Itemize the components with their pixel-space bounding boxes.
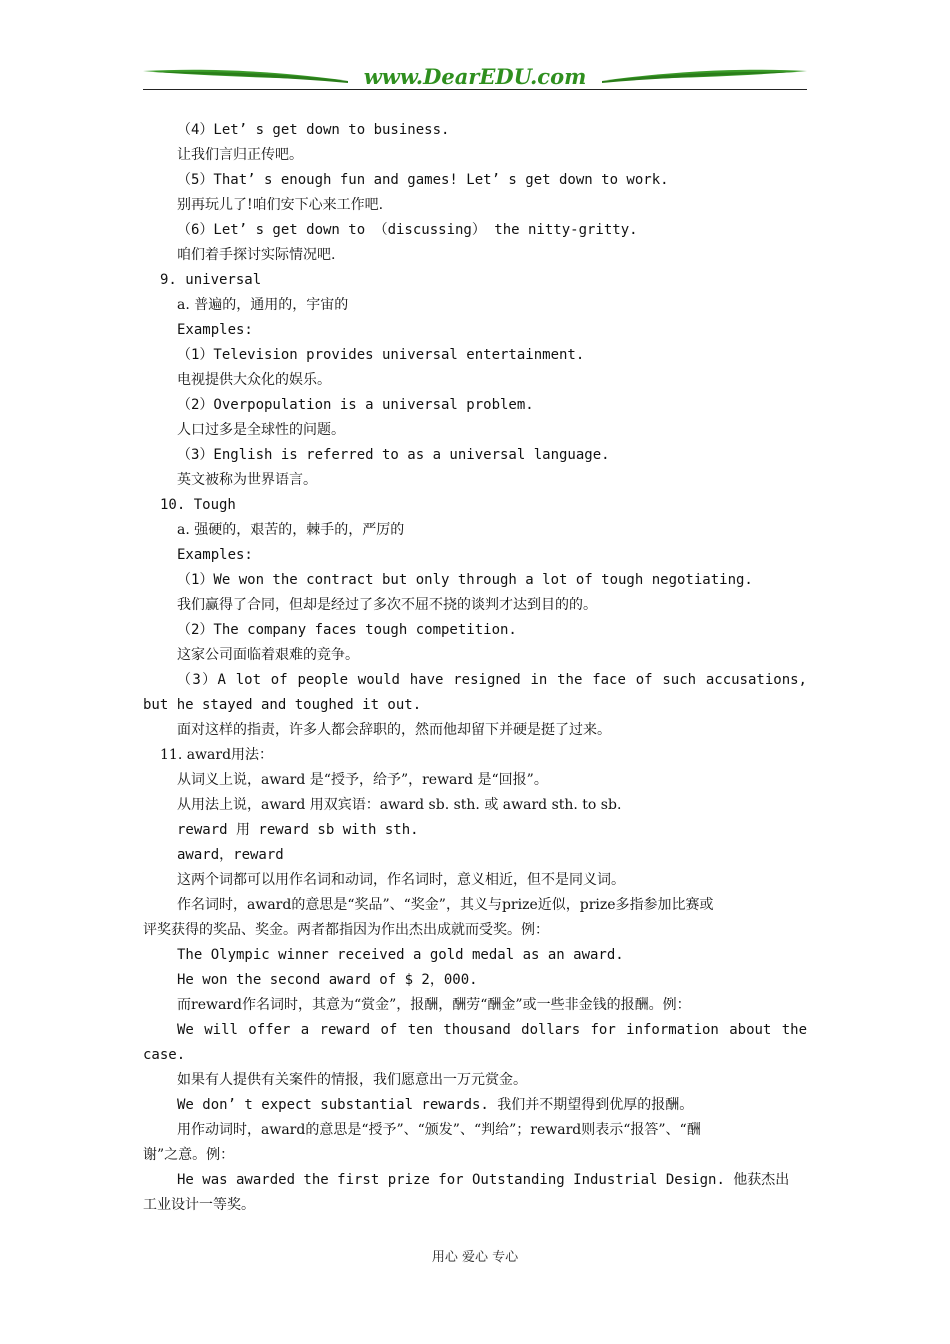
- translation-line: 英文被称为世界语言。: [177, 472, 317, 488]
- section-heading: 11. award用法：: [160, 747, 274, 763]
- section-heading: 10. Tough: [160, 497, 236, 513]
- section-heading: 9. universal: [160, 272, 262, 288]
- translation-line: 如果有人提供有关案件的情报，我们愿意出一万元赏金。: [177, 1072, 527, 1088]
- usage-note-continued: 谢”之意。例：: [143, 1147, 235, 1163]
- usage-note: 用作动词时，award的意思是“授予”、“颁发”、“判给”；reward则表示“报答”、“酬: [177, 1122, 701, 1138]
- translation-line: 面对这样的指责，许多人都会辞职的，然而他却留下并硬是挺了过来。: [177, 722, 611, 738]
- example-line: （2）The company faces tough competition.: [177, 622, 517, 638]
- translation-line: 这家公司面临着艰难的竞争。: [177, 647, 359, 663]
- example-line-continued: but he stayed and toughed it out.: [143, 697, 422, 713]
- page-footer: 用心 爱心 专心: [431, 1250, 519, 1265]
- example-line-continued: case.: [143, 1047, 186, 1063]
- examples-label: Examples:: [177, 547, 253, 563]
- example-line: （1）We won the contract but only through a lot of tough negotiating.: [177, 572, 753, 588]
- usage-note: 而reward作名词时，其意为“赏金”，报酬，酬劳“酬金”或一些非金钱的报酬。例：: [177, 997, 691, 1013]
- example-line: We don’ t expect substantial rewards. 我们并不期望得到优厚的报酬。: [177, 1097, 694, 1113]
- definition-line: a. 普遍的，通用的，宇宙的: [177, 297, 349, 313]
- example-line: （5）That’ s enough fun and games! Let’ s get down to work.: [177, 172, 669, 188]
- document-body: [143, 118, 807, 1218]
- example-line: The Olympic winner received a gold medal as an award.: [177, 947, 624, 963]
- translation-line: 电视提供大众化的娱乐。: [177, 372, 331, 388]
- examples-label: Examples:: [177, 322, 253, 338]
- translation-line: 工业设计一等奖。: [143, 1197, 255, 1213]
- example-line: （3）English is referred to as a universal language.: [177, 447, 610, 463]
- usage-note: 从词义上说，award 是“授予，给予”，reward 是“回报”。: [177, 772, 548, 788]
- example-line: （2）Overpopulation is a universal problem.: [177, 397, 534, 413]
- example-line: He was awarded the first prize for Outstanding Industrial Design. 他获杰出: [177, 1172, 790, 1188]
- site-logo-text: www.DearEDU.com: [363, 64, 587, 89]
- translation-line: 别再玩儿了!咱们安下心来工作吧.: [177, 197, 384, 213]
- usage-note: reward 用 reward sb with sth.: [177, 822, 419, 838]
- usage-note: 作名词时，award的意思是“奖品”、“奖金”，其义与prize近似，prize多指参加比赛或: [177, 897, 714, 913]
- example-line: （6）Let’ s get down to （discussing） the nitty-gritty.: [177, 222, 638, 238]
- site-header: [143, 62, 807, 92]
- example-line: （3）A lot of people would have resigned in the face of such accusations,: [177, 672, 807, 688]
- usage-note: award，reward: [177, 847, 284, 863]
- header-rule: [143, 89, 807, 90]
- usage-note: 从用法上说，award 用双宾语：award sb. sth. 或 award sth. to sb.: [177, 797, 622, 813]
- example-line: （4）Let’ s get down to business.: [177, 122, 450, 138]
- translation-line: 人口过多是全球性的问题。: [177, 422, 345, 438]
- example-line: He won the second award of $ 2，000.: [177, 972, 478, 988]
- usage-note: 这两个词都可以用作名词和动词，作名词时，意义相近，但不是同义词。: [177, 872, 625, 888]
- definition-line: a. 强硬的，艰苦的，棘手的，严厉的: [177, 522, 405, 538]
- example-line: （1）Television provides universal entertainment.: [177, 347, 585, 363]
- translation-line: 让我们言归正传吧。: [177, 147, 303, 163]
- translation-line: 咱们着手探讨实际情况吧.: [177, 247, 336, 263]
- usage-note-continued: 评奖获得的奖品、奖金。两者都指因为作出杰出成就而受奖。例：: [143, 922, 549, 938]
- example-line: We will offer a reward of ten thousand dollars for information about the: [177, 1022, 807, 1038]
- translation-line: 我们赢得了合同，但却是经过了多次不屈不挠的谈判才达到目的的。: [177, 597, 597, 613]
